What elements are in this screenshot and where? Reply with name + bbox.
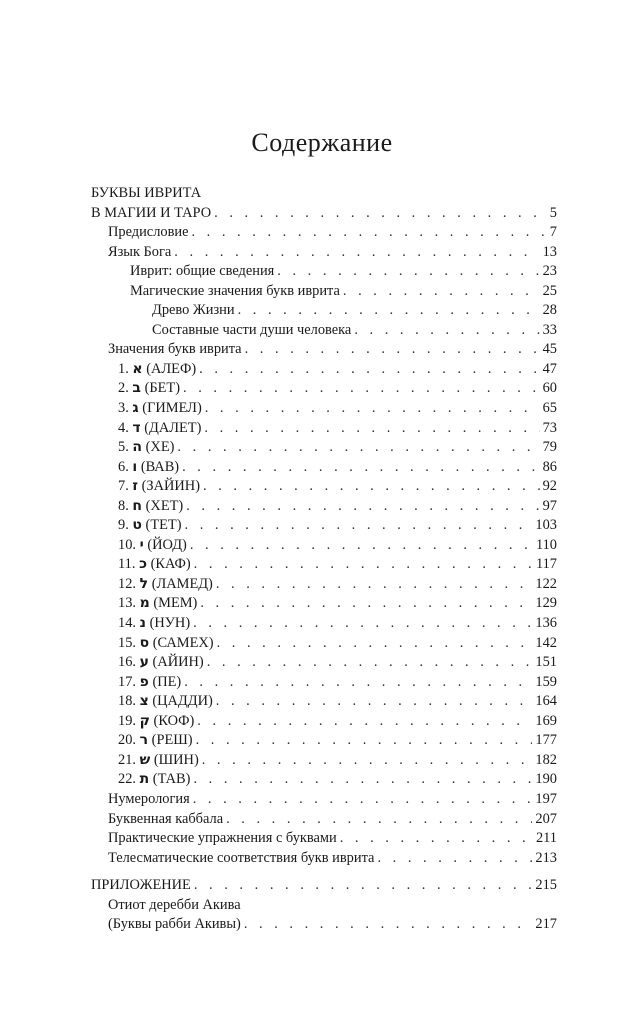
leader-dots [197,712,532,732]
letter-name: (ЗАЙИН) [141,478,200,495]
toc-entry-letter[interactable] [91,751,557,771]
toc-page: 122 [535,575,557,592]
letter-number: 6. [118,458,129,475]
toc-entry[interactable] [91,829,557,849]
toc-page: 79 [542,439,557,456]
letter-number: 22. [118,771,136,788]
toc-page: 182 [535,751,557,768]
toc-entry-letter[interactable] [91,653,557,673]
leader-dots [202,751,533,771]
toc-page: 190 [535,771,557,788]
letter-number: 2. [118,380,129,397]
hebrew-letter: ג [132,400,139,417]
toc-page: 129 [535,595,557,612]
letter-name: (АЛЕФ) [146,360,197,377]
toc-page: 13 [542,243,557,260]
hebrew-letter: ה [132,439,143,456]
toc-label [118,673,181,693]
letter-name: (НУН) [149,615,191,632]
toc-label [118,575,213,595]
hebrew-letter: י [139,536,144,553]
toc-entry-letter[interactable] [91,477,557,497]
toc-label: (Буквы рабби Акивы) [108,916,241,933]
toc-entry-letter[interactable] [91,770,557,790]
toc-page: 117 [535,556,557,573]
toc-label [118,712,194,732]
letter-name: (ВАВ) [140,458,180,475]
toc-label [118,594,197,614]
leader-dots [244,915,533,935]
toc-label: ПРИЛОЖЕНИЕ [91,877,191,894]
leader-dots [204,419,539,439]
toc-label [118,614,190,634]
hebrew-letter: ר [139,732,149,749]
hebrew-letter: ב [132,380,141,397]
letter-number: 18. [118,693,136,710]
toc-entry-letter[interactable] [91,692,557,712]
letter-name: (ДАЛЕТ) [144,419,202,436]
toc-heading: БУКВЫ ИВРИТА [91,185,202,201]
hebrew-letter: א [132,360,143,377]
hebrew-letter: ד [132,419,141,436]
letter-name: (САМЕХ) [152,634,214,651]
letter-name: (КАФ) [150,556,191,573]
toc-entry[interactable] [91,243,557,263]
toc-page: 92 [542,478,557,495]
hebrew-letter: פ [139,673,149,690]
letter-number: 17. [118,673,136,690]
letter-name: (БЕТ) [144,380,180,397]
toc-entry-letter[interactable] [91,555,557,575]
toc-page: 7 [549,224,557,241]
letter-number: 3. [118,400,129,417]
leader-dots [194,876,533,896]
letter-number: 13. [118,595,136,612]
toc-page: 159 [535,673,557,690]
letter-name: (ТЕТ) [145,517,182,534]
toc-page: 73 [542,419,557,436]
toc-label [118,477,200,497]
leader-dots [190,536,533,556]
leader-dots [226,810,532,830]
letter-name: (ПЕ) [152,673,182,690]
toc-label: Язык Бога [108,243,172,260]
toc-label [118,419,201,439]
leader-dots [203,477,540,497]
letter-number: 20. [118,732,136,749]
toc-label [118,653,204,673]
letter-number: 15. [118,634,136,651]
toc-entry[interactable] [91,301,557,321]
toc-entry-letter[interactable] [91,399,557,419]
letter-number: 7. [118,478,129,495]
hebrew-letter: ט [132,517,142,534]
leader-dots [182,458,540,478]
hebrew-letter: ו [132,458,138,475]
toc-entry[interactable] [91,915,557,935]
letter-number: 10. [118,536,136,553]
letter-name: (ШИН) [153,751,199,768]
toc-entry[interactable] [91,340,557,360]
toc-heading: Отиот деребби Акива [108,896,241,913]
toc-page: 97 [542,497,557,514]
page-title: Содержание [251,128,393,157]
toc-label [118,497,183,517]
toc-entry-letter[interactable] [91,516,557,536]
toc-label [118,731,193,751]
leader-dots [193,614,532,634]
hebrew-letter: ל [139,575,149,592]
toc-heading-line [91,184,557,204]
letter-name: (ЛАМЕД) [151,575,213,592]
toc-entry[interactable] [91,876,557,896]
leader-dots [183,379,540,399]
toc-entry[interactable] [91,790,557,810]
hebrew-letter: נ [139,615,146,632]
toc-label: Значения букв иврита [108,341,242,358]
leader-dots [205,399,540,419]
letter-number: 9. [118,517,129,534]
letter-number: 19. [118,712,136,729]
hebrew-letter: ח [132,497,143,514]
leader-dots [216,575,533,595]
toc-entry-letter[interactable] [91,575,557,595]
toc-page: 47 [542,360,557,377]
letter-name: (АЙИН) [152,654,204,671]
toc-page: 23 [542,263,557,280]
toc-entry-letter[interactable] [91,497,557,517]
toc-entry-letter[interactable] [91,360,557,380]
letter-name: (ЦАДДИ) [152,693,213,710]
toc-label: Телесматические соответствия букв иврита [108,849,375,866]
toc-label: Иврит: общие сведения [130,263,275,280]
toc-label [118,634,214,654]
letter-name: (РЕШ) [151,732,193,749]
letter-name: (ХЕ) [145,439,175,456]
hebrew-letter: כ [139,556,148,573]
leader-dots [199,360,539,380]
toc-page: 65 [542,400,557,417]
letter-number: 8. [118,497,129,514]
toc-label [118,536,187,556]
toc-label: Предисловие [108,224,189,241]
toc-page: 169 [535,712,557,729]
hebrew-letter: ק [139,712,150,729]
leader-dots [191,223,546,243]
letter-number: 16. [118,654,136,671]
toc-entry[interactable] [91,204,557,224]
leader-dots [354,321,539,341]
toc-page: 136 [535,615,557,632]
leader-dots [194,555,533,575]
leader-dots [343,282,540,302]
toc-label [118,360,196,380]
leader-dots [217,634,533,654]
toc-label [118,399,202,419]
hebrew-letter: ז [132,478,139,495]
toc-page: 28 [542,302,557,319]
toc-page: 5 [549,204,557,221]
leader-dots [174,243,539,263]
leader-dots [193,790,533,810]
toc-entry-letter[interactable] [91,594,557,614]
toc-label [118,458,179,478]
toc-label: Буквенная каббала [108,810,224,827]
toc-entry-letter[interactable] [91,379,557,399]
toc-entry-letter[interactable] [91,536,557,556]
letter-name: (ТАВ) [152,771,191,788]
toc-entry-letter[interactable] [91,731,557,751]
leader-dots [214,204,547,224]
leader-dots [207,653,533,673]
toc-label [118,516,182,536]
hebrew-letter: ת [139,771,150,788]
letter-name: (ХЕТ) [145,497,184,514]
toc-heading-line [91,896,557,916]
toc-label: В МАГИИ И ТАРО [91,204,212,221]
leader-dots [185,516,533,536]
leader-dots [216,692,533,712]
toc-label [118,555,191,575]
hebrew-letter: ע [139,654,149,671]
toc-entry[interactable] [91,282,557,302]
toc-page: 25 [542,282,557,299]
toc-entry[interactable] [91,810,557,830]
toc-page: 151 [535,654,557,671]
toc-page: 207 [535,810,557,827]
letter-name: (ГИМЕЛ) [142,400,202,417]
toc-page: 45 [542,341,557,358]
letter-list [91,360,557,790]
toc-entry[interactable] [91,321,557,341]
toc-label [118,751,199,771]
letter-number: 12. [118,575,136,592]
toc-label: Практические упражнения с буквами [108,830,337,847]
toc-page: 213 [535,849,557,866]
leader-dots [196,731,533,751]
toc-page: 177 [535,732,557,749]
toc-entry-letter[interactable] [91,438,557,458]
leader-dots [238,301,540,321]
hebrew-letter: צ [139,693,149,710]
leader-dots [340,829,533,849]
toc-entry-letter[interactable] [91,712,557,732]
toc-page: 86 [542,458,557,475]
letter-number: 5. [118,439,129,456]
toc-label: Нумерология [108,790,190,807]
toc-entry-letter[interactable] [91,634,557,654]
letter-name: (МЕМ) [153,595,198,612]
toc-page: 211 [535,830,557,847]
toc-entry[interactable] [91,262,557,282]
toc-page: 33 [542,321,557,338]
toc-page: 164 [535,693,557,710]
toc-page: 217 [535,916,557,933]
toc-page: 110 [535,536,557,553]
toc-page: 215 [535,877,557,894]
leader-dots [193,770,532,790]
hebrew-letter: ס [139,634,150,651]
letter-name: (ЙОД) [147,536,187,553]
letter-number: 21. [118,751,136,768]
hebrew-letter: מ [139,595,150,612]
toc-label [118,379,180,399]
toc-label: Магические значения букв иврита [130,282,340,299]
toc-entry-letter[interactable] [91,458,557,478]
leader-dots [377,849,532,869]
toc-entry[interactable] [91,223,557,243]
toc-entry[interactable] [91,849,557,869]
leader-dots [277,262,539,282]
toc-entry-letter[interactable] [91,673,557,693]
leader-dots [200,594,532,614]
toc-page: 60 [542,380,557,397]
letter-number: 4. [118,419,129,436]
leader-dots [186,497,539,517]
hebrew-letter: ש [139,751,151,768]
toc-label [118,692,213,712]
table-of-contents [91,184,557,935]
toc-label: Древо Жизни [152,302,235,319]
toc-entry-letter[interactable] [91,419,557,439]
toc-page: 103 [535,517,557,534]
toc-entry-letter[interactable] [91,614,557,634]
leader-dots [245,340,540,360]
letter-name: (КОФ) [153,712,195,729]
letter-number: 1. [118,360,129,377]
toc-page: 142 [535,634,557,651]
toc-label [118,438,174,458]
letter-number: 14. [118,615,136,632]
letter-number: 11. [118,556,136,573]
toc-label [118,770,190,790]
toc-page: 197 [535,790,557,807]
leader-dots [177,438,539,458]
leader-dots [184,673,532,693]
toc-label: Составные части души человека [152,321,352,338]
